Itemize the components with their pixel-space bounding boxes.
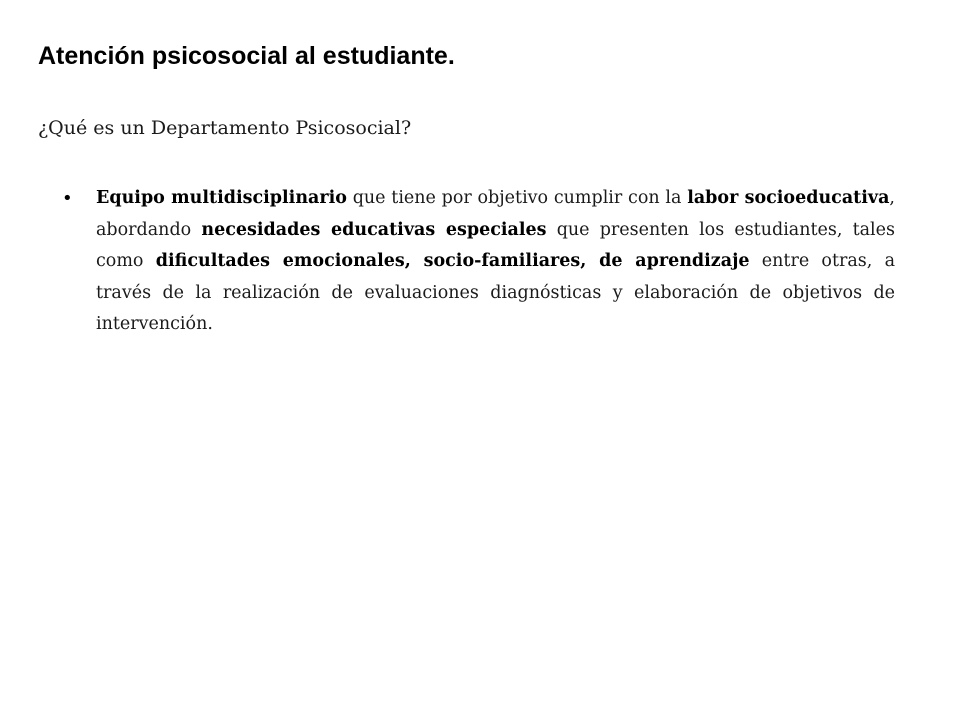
bullet-text [96,183,895,341]
bold-phrase: dificultades emocionales, socio-familiares, de aprendizaje [155,251,750,271]
bullet-list [60,183,895,341]
bold-phrase: necesidades educativas especiales [201,219,547,240]
bold-phrase: labor socioeducativa [687,188,890,208]
bullet-marker: • [62,188,73,209]
slide-subtitle: ¿Qué es un Departamento Psicosocial? [38,117,412,139]
text-run: , abordando [96,188,895,240]
text-run: que presenten los estudiantes, tales como [96,219,895,271]
bullet-item [60,183,895,341]
text-run: que tiene por objetivo cumplir con la [346,188,688,208]
text-run: entre otras, a través de la realización de evaluaciones diagnósticas y elaboración de objetivos de intervención. [96,251,896,334]
bold-phrase: Equipo multidisciplinario [96,188,347,208]
slide-title: Atención psicosocial al estudiante. [38,42,455,70]
